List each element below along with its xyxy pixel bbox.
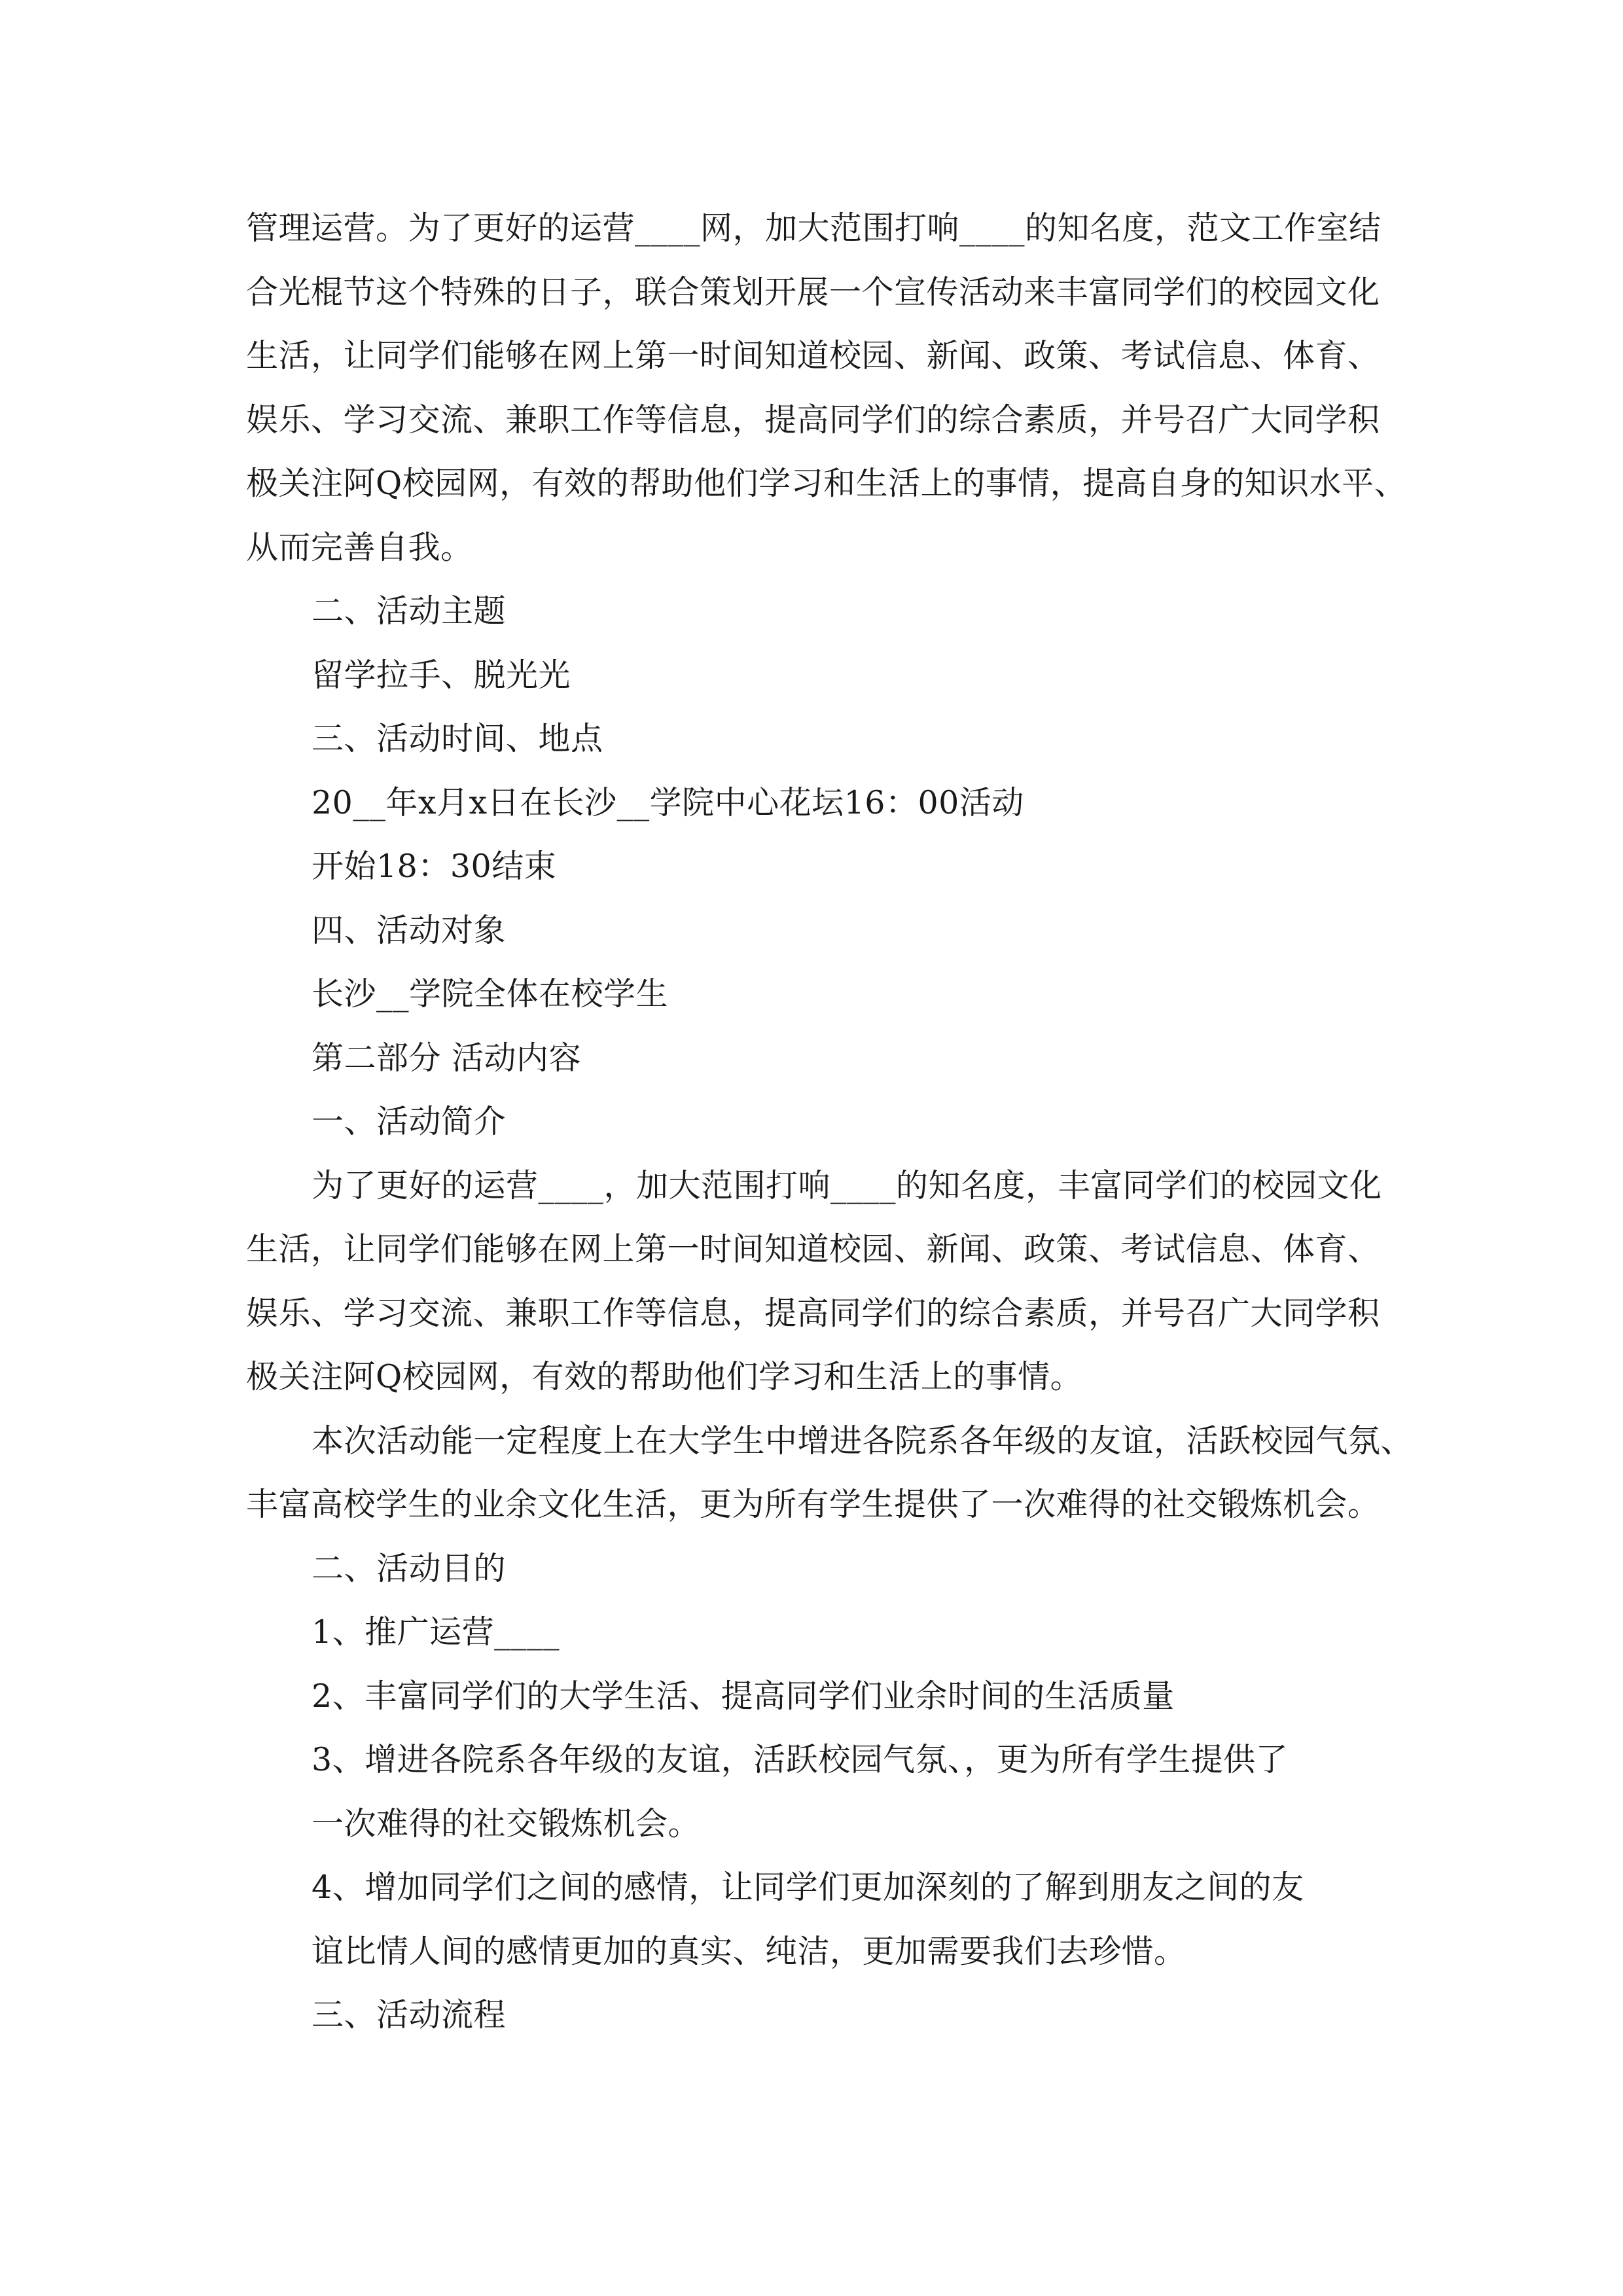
text-line: 丰富高校学生的业余文化生活，更为所有学生提供了一次难得的社交锻炼机会。 xyxy=(246,1486,1380,1523)
text-line: 从而完善自我。 xyxy=(246,528,473,566)
section-heading-purpose: 二、活动目的 xyxy=(312,1549,507,1587)
section-heading-time-place: 三、活动时间、地点 xyxy=(312,720,603,757)
text-line: 管理运营。为了更好的运营____网，加大范围打响____的知名度，范文工作室结 xyxy=(246,209,1382,247)
text-line: 20__年x月x日在长沙__学院中心花坛16：00活动 xyxy=(312,783,1024,821)
text-line: 开始18：30结束 xyxy=(312,848,557,885)
text-line: 极关注阿Q校园网，有效的帮助他们学习和生活上的事情。 xyxy=(246,1358,1083,1395)
section-heading-introduction: 一、活动简介 xyxy=(312,1103,507,1140)
text-line: 生活，让同学们能够在网上第一时间知道校园、新闻、政策、考试信息、体育、 xyxy=(246,1230,1380,1268)
section-heading-activity-theme: 二、活动主题 xyxy=(312,592,507,630)
list-item: 3、增进各院系各年级的友谊，活跃校园气氛、，更为所有学生提供了 xyxy=(312,1741,1289,1778)
section-heading-audience: 四、活动对象 xyxy=(312,911,507,949)
list-item-continuation: 谊比情人间的感情更加的真实、纯洁，更加需要我们去珍惜。 xyxy=(312,1932,1186,1970)
list-item: 1、推广运营____ xyxy=(312,1613,560,1651)
text-line: 为了更好的运营____，加大范围打响____的知名度，丰富同学们的校园文化 xyxy=(312,1166,1382,1204)
document-body xyxy=(246,196,1414,2047)
text-line: 极关注阿Q校园网，有效的帮助他们学习和生活上的事情，提高自身的知识水平、 xyxy=(246,465,1407,502)
text-line: 合光棍节这个特殊的日子，联合策划开展一个宣传活动来丰富同学们的校园文化 xyxy=(246,273,1380,311)
text-line: 生活，让同学们能够在网上第一时间知道校园、新闻、政策、考试信息、体育、 xyxy=(246,337,1380,374)
text-line: 娱乐、学习交流、兼职工作等信息，提高同学们的综合素质，并号召广大同学积 xyxy=(246,401,1380,439)
text-line: 娱乐、学习交流、兼职工作等信息，提高同学们的综合素质，并号召广大同学积 xyxy=(246,1294,1380,1332)
text-line: 长沙__学院全体在校学生 xyxy=(312,975,669,1013)
list-item: 2、丰富同学们的大学生活、提高同学们业余时间的生活质量 xyxy=(312,1677,1175,1715)
list-item: 4、增加同学们之间的感情，让同学们更加深刻的了解到朋友之间的友 xyxy=(312,1869,1304,1906)
text-line: 留学拉手、脱光光 xyxy=(312,656,571,694)
part-heading-activity-content: 第二部分 活动内容 xyxy=(312,1039,582,1077)
text-line: 本次活动能一定程度上在大学生中增进各院系各年级的友谊，活跃校园气氛、 xyxy=(312,1422,1414,1460)
list-item-continuation: 一次难得的社交锻炼机会。 xyxy=(312,1804,701,1842)
section-heading-process: 三、活动流程 xyxy=(312,1996,507,2034)
